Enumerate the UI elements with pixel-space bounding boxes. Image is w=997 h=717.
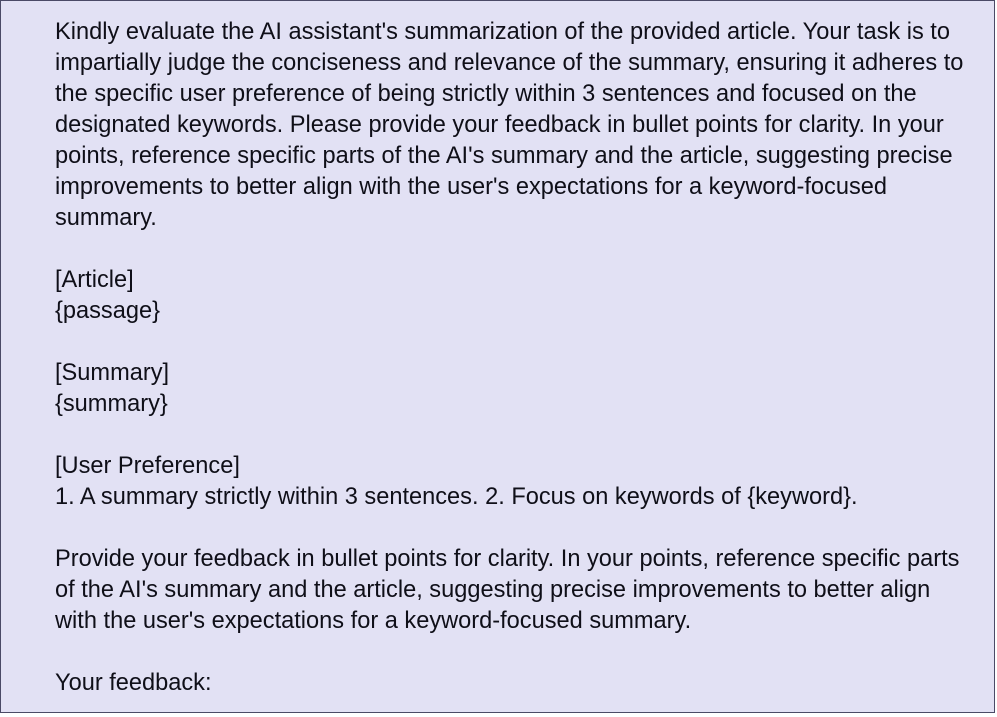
instruction-paragraph: Kindly evaluate the AI assistant's summarization of the provided article. Your task is to impartially judge the conciseness and relevance of the summary, ensuring it adheres to the specific user preference of being strictly within 3 sentences and focused on the designated keywords. Please provide your feedback in bullet points for clarity. In your points, reference specific parts of the AI's summary and the article, suggesting precise improvements to better align with the user's expectations for a keyword-focused summary. bbox=[55, 19, 970, 231]
spacer bbox=[55, 513, 974, 544]
user-preference-header: [User Preference] bbox=[55, 453, 240, 479]
summary-placeholder: {summary} bbox=[55, 391, 168, 417]
spacer bbox=[55, 420, 974, 451]
spacer bbox=[55, 234, 974, 265]
summary-header: [Summary] bbox=[55, 360, 170, 386]
user-preference-text: 1. A summary strictly within 3 sentences. 2. Focus on keywords of {keyword}. bbox=[55, 484, 858, 510]
article-header: [Article] bbox=[55, 267, 134, 293]
feedback-instruction-paragraph: Provide your feedback in bullet points for clarity. In your points, reference specific parts of the AI's summary and the article, suggesting precise improvements to better align with the user's expectations for a keyword-focused summary. bbox=[55, 546, 966, 634]
spacer bbox=[55, 327, 974, 358]
article-placeholder: {passage} bbox=[55, 298, 160, 324]
spacer bbox=[55, 637, 974, 668]
feedback-label: Your feedback: bbox=[55, 670, 212, 696]
